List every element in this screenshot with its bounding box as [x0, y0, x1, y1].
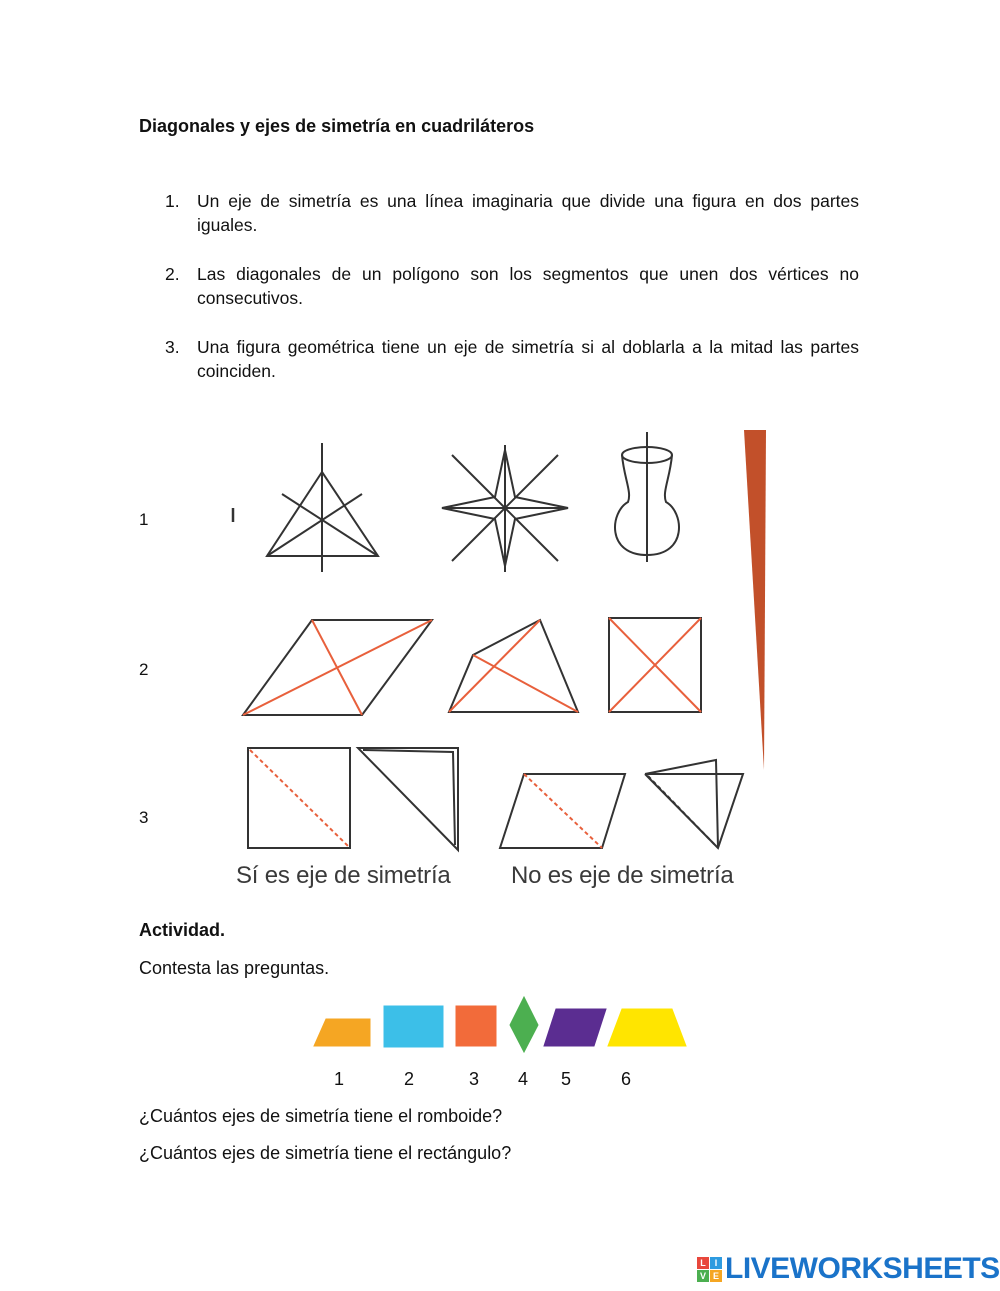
logo-text: LIVEWORKSHEETS [725, 1252, 1000, 1285]
quadrilateral-diagonals-figure [449, 620, 578, 712]
folded-rhomboid-figure [645, 760, 743, 848]
rhomboid-nonaxis-figure [500, 774, 625, 848]
square-diagonals-figure [609, 618, 701, 712]
definitions-list [165, 189, 859, 408]
shape-4-rhombus [510, 997, 538, 1052]
folded-square-figure [358, 748, 458, 850]
shape-number: 5 [561, 1069, 572, 1089]
shape-3-square [456, 1006, 496, 1046]
star-axes-figure [442, 445, 568, 572]
question-rectangulo: ¿Cuántos ejes de simetría tiene el rectángulo? [139, 1143, 512, 1163]
shape-number: 3 [469, 1069, 480, 1089]
item-text: Un eje de simetría es una línea imaginaria que divide una figura en dos partes iguales. [197, 191, 859, 235]
logo-blocks-icon: L I V E [697, 1257, 722, 1282]
item-number: 1. [165, 191, 180, 211]
triangle-axes-figure [267, 443, 378, 572]
vase-axis-figure [615, 432, 679, 562]
symmetry-figure [225, 425, 775, 865]
rhomboid-diagonals-figure [243, 620, 432, 715]
shape-5-rhomboid [544, 1009, 606, 1046]
shape-1-trapezoid [314, 1019, 370, 1046]
caption-yes-axis: Sí es eje de simetría [236, 862, 451, 889]
list-item [165, 262, 859, 310]
shape-number: 6 [621, 1069, 632, 1089]
page-title: Diagonales y ejes de simetría en cuadriláteros [139, 116, 535, 136]
red-wedge-decoration [744, 430, 766, 770]
caption-no-axis: No es eje de simetría [511, 862, 734, 889]
list-item [165, 335, 859, 383]
activity-heading: Actividad. [139, 920, 226, 940]
liveworksheets-logo [697, 1252, 1000, 1286]
shape-number: 2 [404, 1069, 415, 1089]
row-label-1: 1 [139, 510, 149, 529]
list-item [165, 189, 859, 237]
question-romboide: ¿Cuántos ejes de simetría tiene el romboide? [139, 1106, 503, 1126]
shape-number: 1 [334, 1069, 345, 1089]
shape-6-trapezoid [608, 1009, 686, 1046]
colored-shapes [310, 995, 690, 1055]
item-number: 2. [165, 264, 180, 284]
row-label-3: 3 [139, 808, 149, 827]
row-label-2: 2 [139, 660, 149, 679]
item-text: Una figura geométrica tiene un eje de simetría si al doblarla a la mitad las partes coinciden. [197, 337, 859, 381]
activity-instruction: Contesta las preguntas. [139, 958, 330, 978]
item-text: Las diagonales de un polígono son los segmentos que unen dos vértices no consecutivos. [197, 264, 859, 308]
square-axis-figure [248, 748, 350, 848]
item-number: 3. [165, 337, 180, 357]
shape-number: 4 [518, 1069, 529, 1089]
shape-2-rectangle [384, 1006, 443, 1047]
